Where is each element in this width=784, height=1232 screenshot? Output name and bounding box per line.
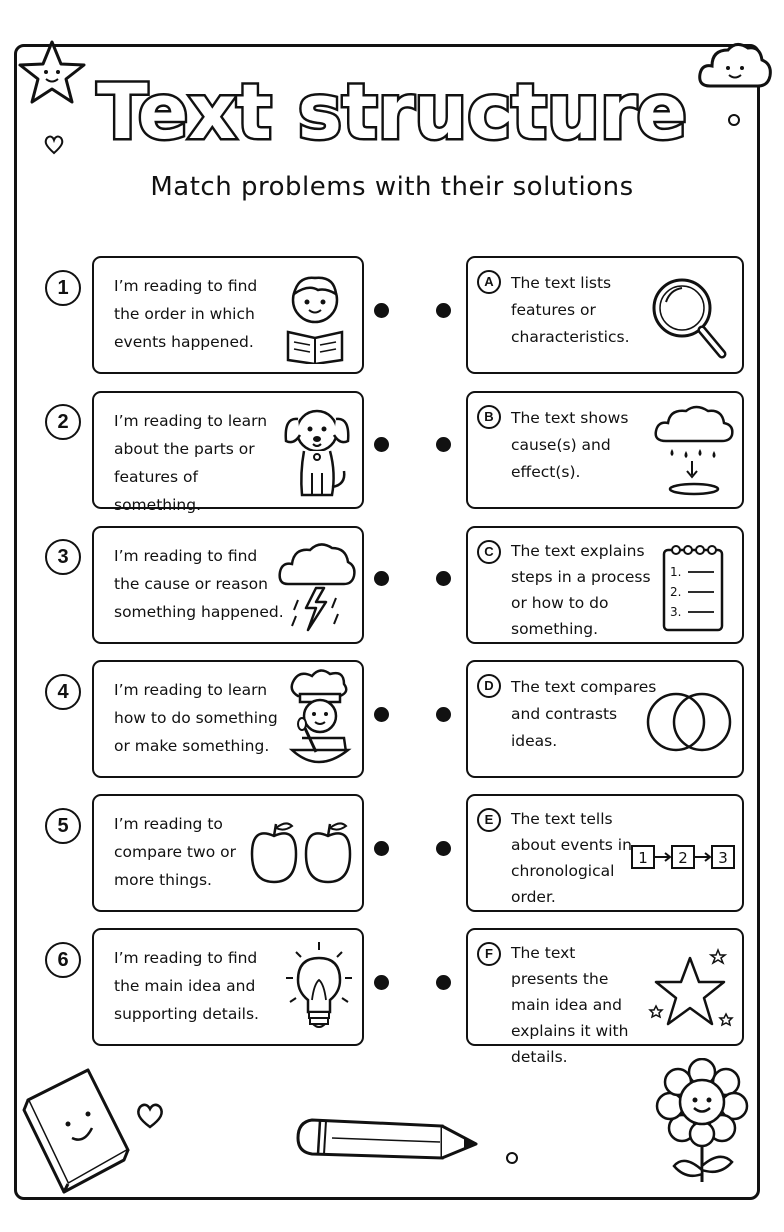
problem-text-4: I’m reading to learn how to do something or make something. (114, 681, 278, 755)
problem-card-1 (92, 256, 364, 374)
problem-match-dot-4[interactable] (374, 707, 389, 722)
solution-card-e (466, 794, 744, 912)
problem-text-1: I’m reading to find the order in which events happened. (114, 277, 258, 351)
storm-cloud-icon (276, 538, 356, 634)
svg-text:2.: 2. (670, 585, 682, 599)
svg-text:1: 1 (638, 849, 648, 867)
worksheet-subtitle: Match problems with their solutions (150, 172, 634, 202)
svg-text:2: 2 (678, 849, 688, 867)
problem-number-4: 4 (45, 674, 81, 710)
problem-number-5: 5 (45, 808, 81, 844)
solution-card-b (466, 391, 744, 509)
solution-text-e: The text tells about events in chronological order. (511, 810, 632, 906)
problem-card-2 (92, 391, 364, 514)
solution-card-f (466, 928, 744, 1066)
solution-match-dot-e[interactable] (436, 841, 451, 856)
problem-text-3: I’m reading to find the cause or reason something happened. (114, 547, 284, 621)
pencil-icon (292, 1112, 482, 1164)
numbered-list-icon (658, 542, 728, 634)
svg-text:1.: 1. (670, 565, 682, 579)
solution-text-d: The text compares and contrasts ideas. (511, 678, 657, 750)
lightbulb-icon (284, 940, 354, 1036)
problem-match-dot-2[interactable] (374, 437, 389, 452)
smiling-cloud-icon (696, 38, 774, 94)
solution-letter-f: F (477, 942, 501, 966)
solution-letter-c: C (477, 540, 501, 564)
problem-text-5: I’m reading to compare two or more things. (114, 815, 236, 889)
two-apples-icon (246, 818, 356, 888)
solution-match-dot-a[interactable] (436, 303, 451, 318)
problem-card-4 (92, 660, 364, 778)
problem-text-6: I’m reading to find the main idea and supporting details. (114, 949, 259, 1023)
problem-card-6 (92, 928, 364, 1046)
svg-text:3: 3 (718, 849, 728, 867)
problem-number-1: 1 (45, 270, 81, 306)
solution-letter-b: B (477, 405, 501, 429)
problem-number-3: 3 (45, 539, 81, 575)
solution-text-f: The text presents the main idea and explains it with details. (511, 944, 629, 1066)
chef-mixing-icon (284, 666, 354, 772)
small-circle-icon (504, 1150, 520, 1166)
solution-match-dot-c[interactable] (436, 571, 451, 586)
problem-match-dot-5[interactable] (374, 841, 389, 856)
solution-text-a: The text lists features or characteristics. (511, 274, 630, 346)
child-reading-book-icon (280, 266, 350, 364)
problem-number-2: 2 (45, 404, 81, 440)
magnifying-glass-icon (648, 274, 730, 364)
smiling-book-icon (18, 1064, 138, 1194)
problem-text-2: I’m reading to learn about the parts or features of something. (114, 412, 268, 514)
heart-icon (42, 132, 66, 156)
small-circle-icon (726, 112, 742, 128)
solution-card-c (466, 526, 744, 644)
problem-card-5 (92, 794, 364, 912)
star-icon (646, 944, 736, 1036)
problem-match-dot-6[interactable] (374, 975, 389, 990)
solution-card-d (466, 660, 744, 778)
solution-letter-d: D (477, 674, 501, 698)
smiling-flower-icon (654, 1058, 750, 1184)
svg-text:Text structure: Text structure (97, 67, 687, 156)
svg-text:3.: 3. (670, 605, 682, 619)
solution-letter-e: E (477, 808, 501, 832)
solution-text-c: The text explains steps in a process or how to do something. (511, 542, 651, 638)
solution-card-a (466, 256, 744, 374)
sequence-boxes-icon (630, 842, 736, 872)
problem-match-dot-1[interactable] (374, 303, 389, 318)
solution-match-dot-b[interactable] (436, 437, 451, 452)
smiling-star-icon (16, 38, 88, 106)
solution-match-dot-d[interactable] (436, 707, 451, 722)
puppy-icon (280, 401, 354, 499)
problem-card-3 (92, 526, 364, 644)
solution-letter-a: A (477, 270, 501, 294)
rain-cloud-puddle-icon (652, 403, 736, 499)
solution-text-b: The text shows cause(s) and effect(s). (511, 409, 629, 481)
heart-icon (134, 1100, 166, 1130)
venn-diagram-icon (644, 686, 734, 756)
solution-match-dot-f[interactable] (436, 975, 451, 990)
worksheet-title (90, 62, 694, 158)
problem-match-dot-3[interactable] (374, 571, 389, 586)
problem-number-6: 6 (45, 942, 81, 978)
